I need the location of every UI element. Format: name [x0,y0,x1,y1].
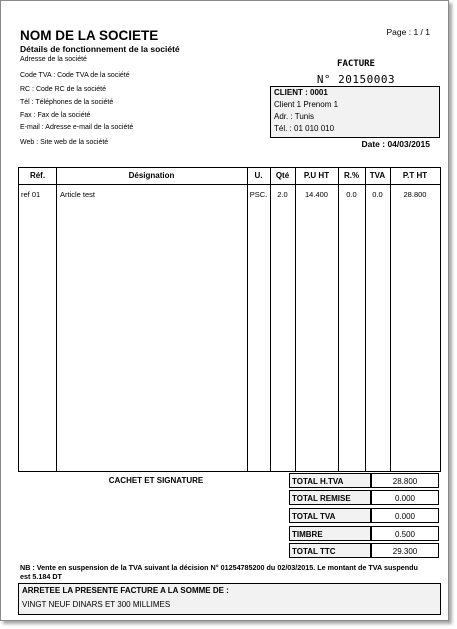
header-discount: R.% [343,171,360,180]
row-discount: 0.0 [346,190,357,199]
row-qty: 2.0 [277,190,288,199]
client-phone: Tél. : 01 010 010 [274,124,335,133]
company-email: E-mail : Adresse e-mail de la société [20,124,134,131]
company-tva: Code TVA : Code TVA de la société [20,72,130,79]
total-remise-label: TOTAL REMISE [289,490,371,505]
company-name: NOM DE LA SOCIETE [20,28,159,43]
column-divider [390,168,391,471]
total-remise-value: 0.000 [371,490,439,505]
client-box [270,86,440,138]
row-total-ht: 28.800 [403,190,427,199]
table-header-divider [19,184,440,185]
company-tel: Tél : Téléphones de la société [20,99,114,106]
column-divider [365,168,366,471]
client-code: CLIENT : 0001 [274,88,328,97]
column-divider [270,168,271,471]
column-divider [56,168,57,471]
amount-in-words-title: ARRETEE LA PRESENTE FACTURE A LA SOMME DE : [22,586,229,595]
company-web: Web : Site web de la société [20,139,109,146]
page-number: Page : 1 / 1 [386,27,430,37]
company-address: Adresse de la société [20,56,87,63]
header-ref: Réf. [29,171,46,180]
row-ref: ref 01 [21,190,41,199]
company-rc: RC : Code RC de la société [20,86,106,93]
total-ttc-value: 29.300 [371,543,439,558]
header-unit-price: P.U HT [303,171,330,180]
invoice-date: Date : 04/03/2015 [361,139,430,149]
company-fax: Fax : Fax de la société [20,112,91,119]
column-divider [338,168,339,471]
total-ht-value: 28.800 [371,473,439,488]
total-tva-label: TOTAL TVA [289,508,371,523]
invoice-number: N° 20150003 [316,73,396,86]
header-designation: Désignation [128,171,175,180]
invoice-title: FACTURE [337,59,375,69]
column-divider [247,168,248,471]
row-tva: 0.0 [372,190,383,199]
header-total-ht: P.T HT [402,171,428,180]
total-tva-value: 0.000 [371,508,439,523]
tva-suspension-note: NB : Vente en suspension de la TVA suivant la décision N° 01254785200 du 02/03/2015. Le montant de TVA suspendu est 5.184 DT [20,563,418,581]
amount-in-words-box [18,583,441,615]
client-address: Adr. : Tunis [274,112,315,121]
timbre-value: 0.500 [371,526,439,541]
header-tva: TVA [369,171,386,180]
row-designation: Article test [60,190,96,199]
total-ttc-label: TOTAL TTC [289,543,371,558]
header-unit: U. [254,171,263,180]
row-unit-price: 14.400 [305,190,328,199]
row-unit: PSC. [249,190,268,199]
cachet-signature-label: CACHET ET SIGNATURE [108,476,204,485]
column-divider [295,168,296,471]
header-qty: Qté [275,171,290,180]
timbre-label: TIMBRE [289,526,371,541]
total-ht-label: TOTAL H.TVA [289,473,371,488]
items-table [18,167,441,472]
company-subtitle: Détails de fonctionnement de la société [20,44,180,54]
client-name: Client 1 Prenom 1 [274,100,339,109]
amount-in-words: VINGT NEUF DINARS ET 300 MILLIMES [22,600,171,609]
